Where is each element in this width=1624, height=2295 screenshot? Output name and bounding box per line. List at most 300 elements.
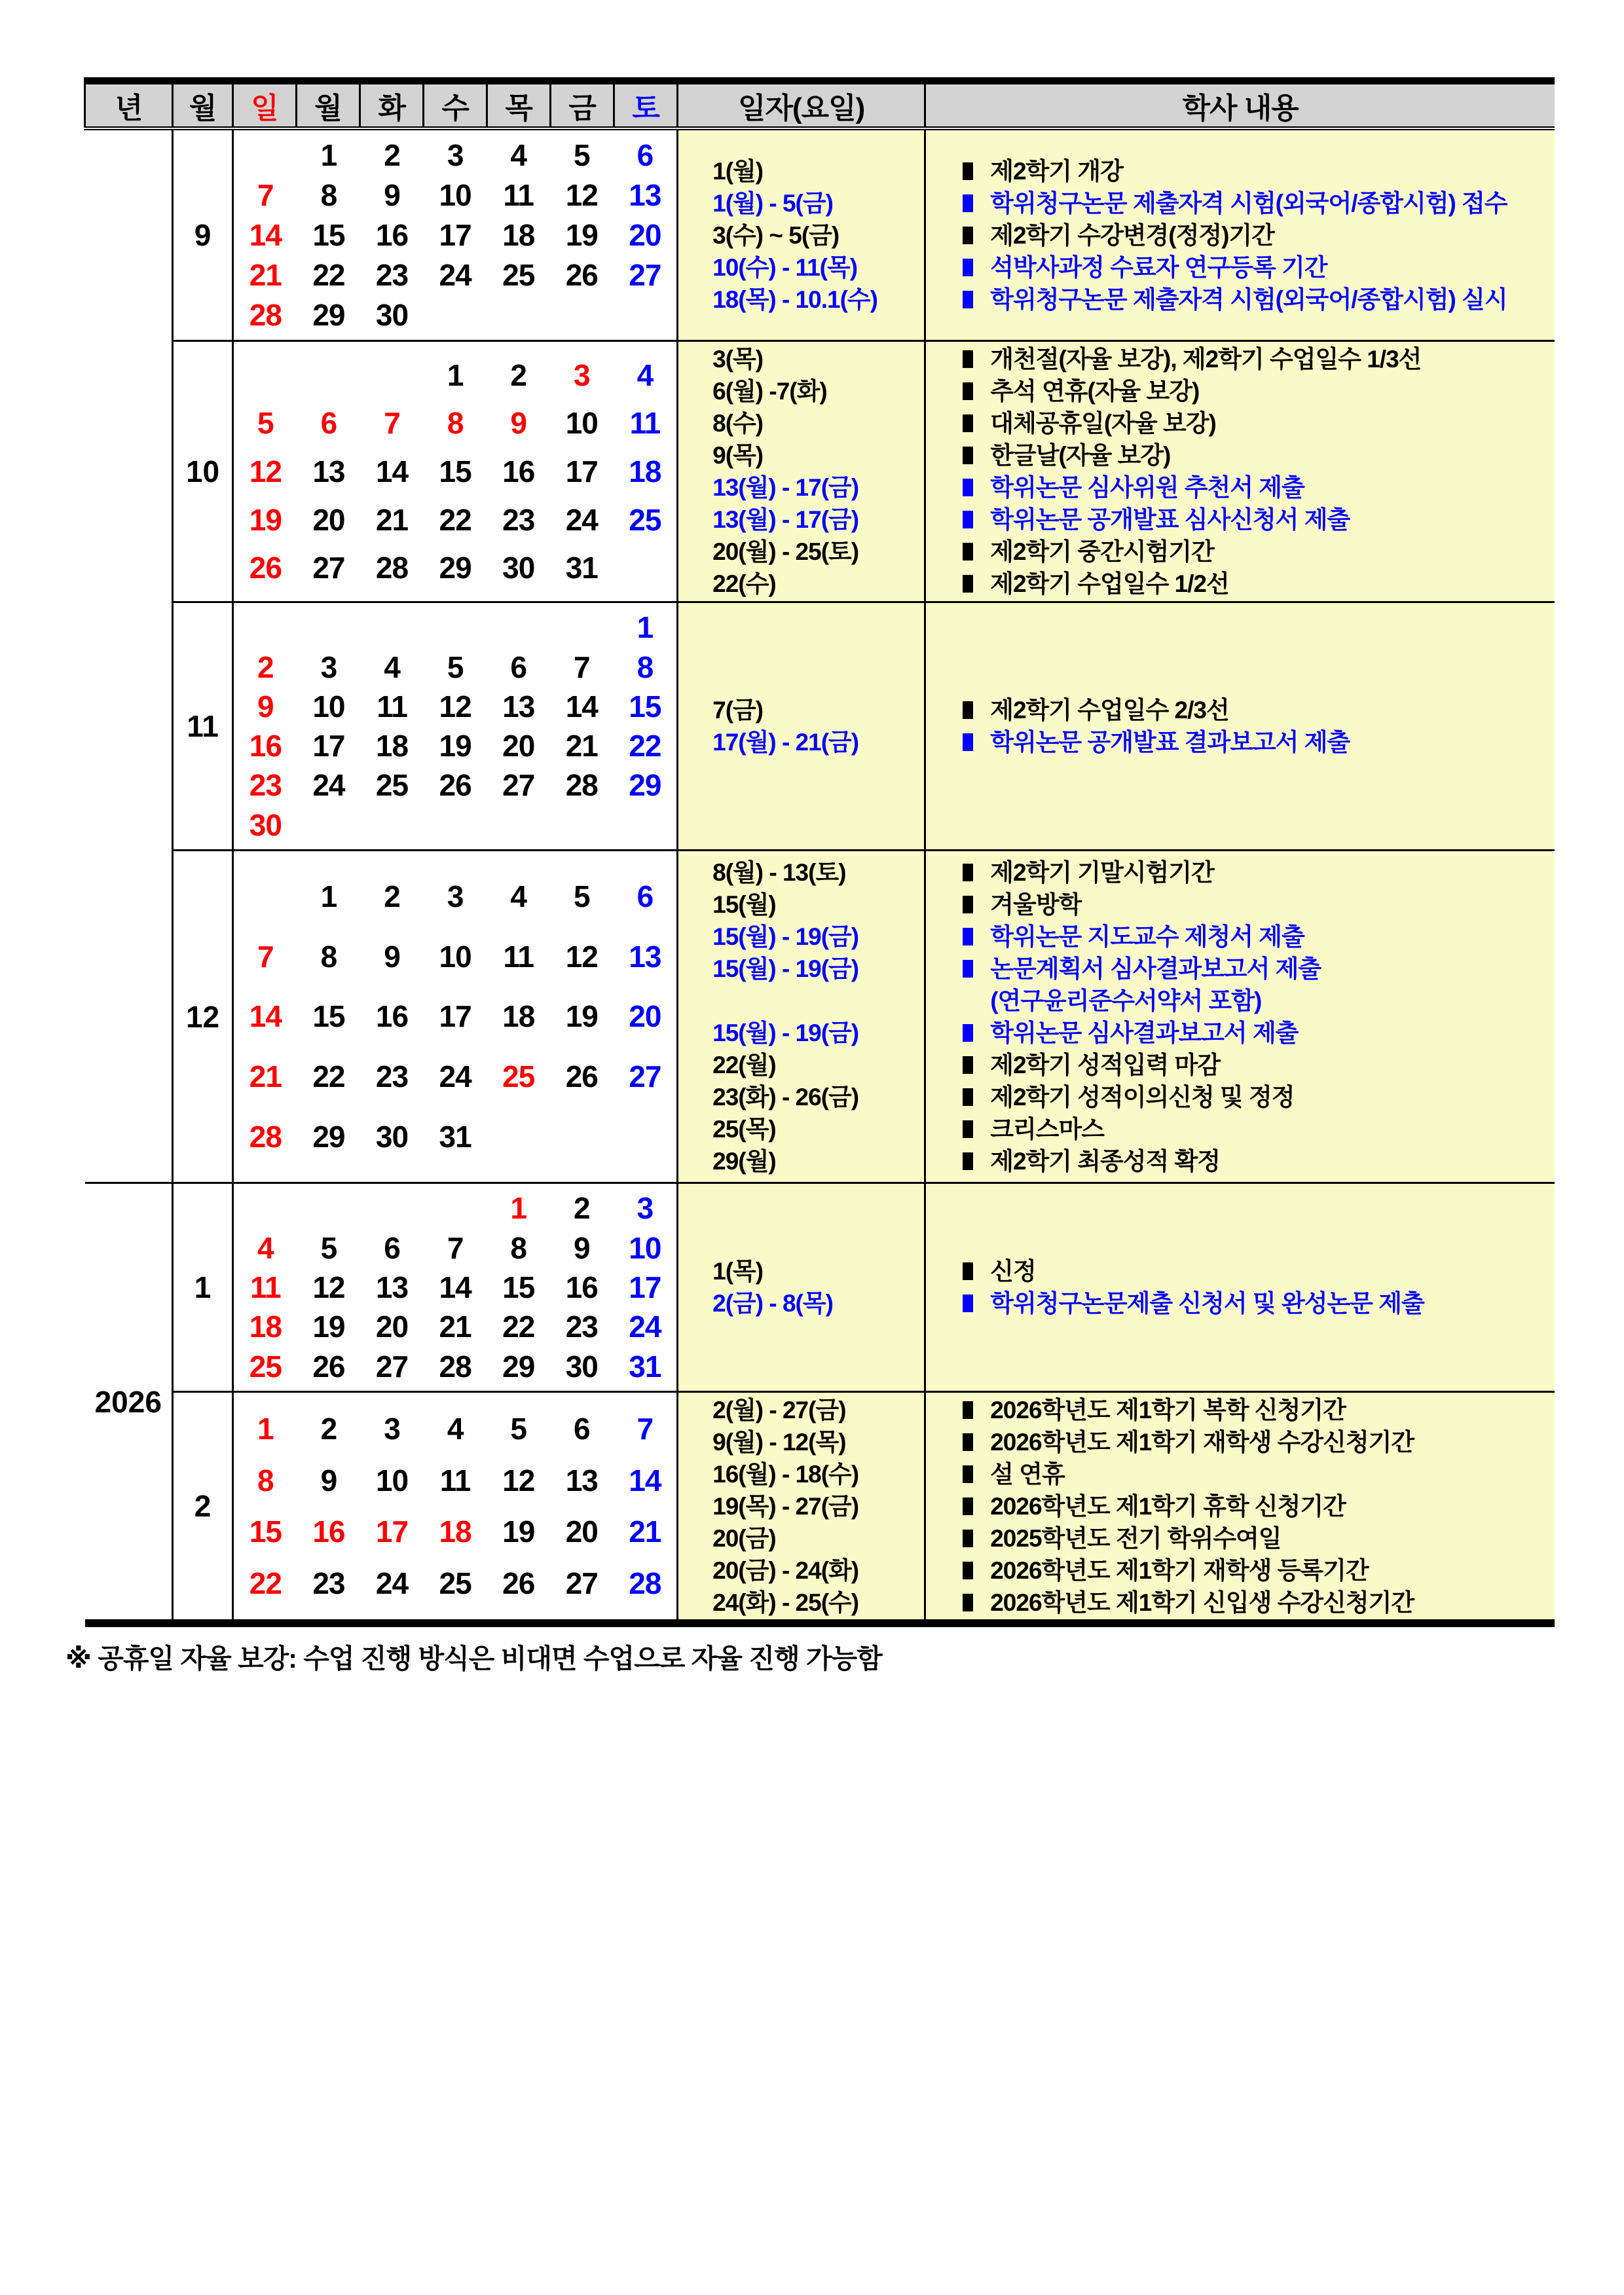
day-cell: 28 xyxy=(375,551,409,585)
bullet-icon xyxy=(963,259,973,276)
day-cell: 21 xyxy=(439,1310,471,1344)
bullet-icon xyxy=(963,1152,973,1170)
event-date: 1(월) xyxy=(712,157,764,185)
event-date: 1(목) xyxy=(712,1258,764,1285)
day-cell: 28 xyxy=(249,1120,282,1154)
day-cell: 22 xyxy=(629,729,661,763)
day-cell: 27 xyxy=(629,1059,661,1094)
calendar-week-row xyxy=(234,731,676,761)
day-cell-empty xyxy=(614,553,677,583)
day-cell: 6 xyxy=(574,1412,590,1446)
day-cell: 15 xyxy=(629,689,661,724)
day-cell: 22 xyxy=(249,1566,282,1600)
day-cell-empty xyxy=(360,810,424,840)
day-cell: 18 xyxy=(502,999,535,1034)
year-cell: 2026 xyxy=(85,1183,173,1624)
day-cell: 3 xyxy=(447,138,464,172)
month-row-10 xyxy=(85,341,1555,602)
header-day-wed: 수 xyxy=(424,81,487,129)
event-item xyxy=(926,251,1555,284)
day-cell: 6 xyxy=(637,879,654,913)
day-cell-empty xyxy=(487,810,550,840)
day-cell: 20 xyxy=(629,999,661,1034)
day-cell: 30 xyxy=(565,1349,598,1384)
date-lines xyxy=(678,1184,924,1391)
event-text: 제2학기 성적이의신청 및 정정 xyxy=(990,1083,1295,1111)
event-date: 15(월) - 19(금) xyxy=(712,923,859,950)
event-date: 13(월) - 17(금) xyxy=(712,506,859,533)
event-text: 제2학기 수업일수 1/2선 xyxy=(990,570,1229,597)
day-cell: 9 xyxy=(510,406,526,441)
event-text: 크리스마스 xyxy=(990,1115,1104,1143)
bullet-icon xyxy=(963,1056,973,1074)
event-text: 학위논문 지도교수 제청서 제출 xyxy=(990,923,1304,950)
header-day-sat: 토 xyxy=(614,81,678,129)
day-cell: 9 xyxy=(384,939,400,974)
header-day-tue: 화 xyxy=(360,81,424,129)
day-cell: 6 xyxy=(637,138,654,172)
day-cell: 29 xyxy=(312,1120,345,1154)
day-cell: 30 xyxy=(249,807,282,842)
calendar-weeks xyxy=(234,341,676,602)
day-cell: 18 xyxy=(439,1515,471,1549)
day-cell: 14 xyxy=(375,454,409,488)
date-column xyxy=(678,602,925,851)
event-text: 2026학년도 제1학기 신입생 수강신청기간 xyxy=(990,1588,1414,1616)
day-cell: 31 xyxy=(565,551,598,585)
day-cell: 24 xyxy=(629,1310,661,1344)
day-cell: 23 xyxy=(502,502,535,537)
bullet-icon xyxy=(963,1594,973,1611)
day-cell: 25 xyxy=(629,502,661,537)
header-day-fri: 금 xyxy=(551,81,614,129)
day-cell: 13 xyxy=(312,454,345,488)
day-cell: 14 xyxy=(249,218,282,252)
event-date: 23(화) - 26(금) xyxy=(712,1083,859,1111)
day-cell: 13 xyxy=(375,1270,409,1304)
day-cell: 10 xyxy=(312,689,345,724)
day-cell: 4 xyxy=(510,138,526,172)
day-cell: 30 xyxy=(375,298,409,332)
day-cell: 2 xyxy=(574,1191,590,1226)
event-text: 개천절(자율 보강), 제2학기 수업일수 1/3선 xyxy=(990,346,1422,373)
calendar-week-row xyxy=(234,939,676,974)
day-cell: 1 xyxy=(637,610,654,645)
day-cell: 10 xyxy=(439,178,471,212)
day-cell: 21 xyxy=(629,1515,661,1549)
day-cell: 15 xyxy=(312,999,345,1034)
day-cell-empty xyxy=(360,360,424,390)
calendar-week-row xyxy=(234,1272,676,1302)
calendar-week-row xyxy=(234,881,676,911)
day-cell: 3 xyxy=(574,358,590,392)
calendar-grid xyxy=(233,1392,678,1624)
day-cell: 24 xyxy=(312,768,345,803)
day-cell: 11 xyxy=(439,1463,471,1497)
day-cell: 20 xyxy=(502,729,535,763)
content-lines xyxy=(926,1393,1555,1619)
event-item xyxy=(926,1490,1555,1522)
day-cell: 17 xyxy=(629,1270,661,1304)
day-cell: 8 xyxy=(510,1230,526,1265)
month-number: 11 xyxy=(173,602,233,851)
calendar-weeks xyxy=(234,128,676,341)
event-text: 2026학년도 제1학기 복학 신청기간 xyxy=(990,1396,1346,1423)
day-cell: 14 xyxy=(565,689,598,724)
event-text: 학위논문 공개발표 결과보고서 제출 xyxy=(990,729,1350,756)
bullet-icon xyxy=(963,896,973,913)
day-cell-empty xyxy=(234,360,297,390)
content-column xyxy=(925,341,1555,602)
day-cell: 12 xyxy=(249,454,282,488)
day-cell-empty xyxy=(424,300,487,330)
calendar-week-row xyxy=(234,1351,676,1382)
header-day-mon: 월 xyxy=(297,81,360,129)
calendar-week-row xyxy=(234,652,676,682)
day-cell-empty xyxy=(297,1193,361,1223)
day-cell: 16 xyxy=(565,1270,598,1304)
day-cell: 7 xyxy=(574,650,590,684)
event-text: 2026학년도 제1학기 휴학 신청기간 xyxy=(990,1492,1346,1520)
day-cell: 18 xyxy=(629,454,661,488)
day-cell: 8 xyxy=(320,178,337,212)
event-item xyxy=(926,1587,1555,1619)
day-cell: 12 xyxy=(502,1463,535,1497)
event-date: 25(목) xyxy=(712,1115,776,1143)
calendar-week-row xyxy=(234,807,676,842)
day-cell: 8 xyxy=(637,650,654,684)
day-cell: 3 xyxy=(637,1191,654,1226)
bullet-icon xyxy=(963,227,973,244)
day-cell-empty xyxy=(550,612,614,642)
day-cell-empty xyxy=(297,810,361,840)
event-text: 제2학기 중간시험기간 xyxy=(990,538,1214,565)
event-date: 17(월) - 21(금) xyxy=(712,729,859,756)
day-cell: 17 xyxy=(312,729,345,763)
event-date: 24(화) - 25(수) xyxy=(712,1588,859,1616)
day-cell: 8 xyxy=(257,1463,274,1497)
day-cell: 10 xyxy=(439,939,471,974)
day-cell: 13 xyxy=(502,689,535,724)
day-cell: 16 xyxy=(375,999,409,1034)
event-item xyxy=(926,284,1555,316)
event-date: 6(월) -7(화) xyxy=(712,378,827,405)
day-cell-empty xyxy=(297,612,361,642)
event-text: 석박사과정 수료자 연구등록 기간 xyxy=(990,253,1327,281)
day-cell: 27 xyxy=(312,551,345,585)
day-cell: 29 xyxy=(439,551,471,585)
header-date-col-label: 일자(요일) xyxy=(678,81,925,129)
event-item xyxy=(926,921,1555,953)
content-lines xyxy=(926,342,1555,601)
content-column xyxy=(925,128,1555,341)
day-cell: 9 xyxy=(574,1230,590,1265)
header-year-label: 년 xyxy=(85,81,173,129)
day-cell: 4 xyxy=(384,650,400,684)
bullet-icon xyxy=(963,382,973,400)
day-cell: 26 xyxy=(439,768,471,803)
event-date: 8(수) xyxy=(712,410,764,437)
calendar-week-row xyxy=(234,180,676,210)
calendar-weeks xyxy=(234,851,676,1183)
month-row-11 xyxy=(85,602,1555,851)
bullet-icon xyxy=(963,575,973,593)
event-item xyxy=(926,471,1555,504)
day-cell: 12 xyxy=(565,939,598,974)
calendar-week-row xyxy=(234,1122,676,1152)
day-cell: 1 xyxy=(257,1412,274,1446)
event-text: 제2학기 수강변경(정정)기간 xyxy=(990,221,1274,249)
day-cell: 19 xyxy=(249,502,282,537)
day-cell: 12 xyxy=(565,178,598,212)
day-cell: 2 xyxy=(384,138,400,172)
day-cell-empty xyxy=(297,360,361,390)
day-cell: 5 xyxy=(320,1230,337,1265)
event-date: 3(수) ~ 5(금) xyxy=(712,221,840,249)
day-cell: 24 xyxy=(565,502,598,537)
day-cell-empty xyxy=(424,810,487,840)
day-cell-empty xyxy=(360,612,424,642)
day-cell-empty xyxy=(614,1122,677,1152)
event-text: 신정 xyxy=(990,1258,1036,1285)
day-cell: 3 xyxy=(384,1412,400,1446)
event-item xyxy=(926,694,1555,726)
content-column xyxy=(925,1392,1555,1624)
day-cell: 5 xyxy=(257,406,274,441)
day-cell-empty xyxy=(487,1122,550,1152)
day-cell: 1 xyxy=(447,358,464,392)
calendar-grid xyxy=(233,341,678,602)
bullet-icon xyxy=(963,1088,973,1106)
day-cell: 19 xyxy=(565,999,598,1034)
event-text: 겨울방학 xyxy=(990,890,1082,918)
day-cell: 5 xyxy=(574,138,590,172)
event-item xyxy=(926,1113,1555,1145)
calendar-week-row xyxy=(234,1568,676,1598)
event-date: 10(수) - 11(목) xyxy=(712,253,858,281)
event-date: 9(월) - 12(목) xyxy=(712,1428,846,1456)
event-item-sub xyxy=(926,985,1555,1017)
month-row-12 xyxy=(85,851,1555,1183)
event-date: 20(금) - 24(화) xyxy=(712,1556,859,1584)
day-cell: 19 xyxy=(502,1515,535,1549)
day-cell: 13 xyxy=(629,178,661,212)
event-date: 9(목) xyxy=(712,442,764,469)
day-cell: 11 xyxy=(629,406,661,441)
event-text: 학위논문 공개발표 심사신청서 제출 xyxy=(990,506,1350,533)
day-cell-empty xyxy=(234,1193,297,1223)
day-cell: 14 xyxy=(629,1463,661,1497)
day-cell: 4 xyxy=(447,1412,464,1446)
day-cell: 18 xyxy=(502,218,535,252)
day-cell: 27 xyxy=(565,1566,598,1600)
event-text: 한글날(자율 보강) xyxy=(990,442,1171,469)
date-column xyxy=(678,1392,925,1624)
date-column xyxy=(678,341,925,602)
day-cell: 5 xyxy=(447,650,464,684)
day-cell: 24 xyxy=(439,1059,471,1094)
calendar-week-row xyxy=(234,360,676,390)
day-cell: 6 xyxy=(510,650,526,684)
bullet-icon xyxy=(963,864,973,881)
day-cell: 3 xyxy=(447,879,464,913)
day-cell: 7 xyxy=(257,939,274,974)
day-cell: 21 xyxy=(375,502,409,537)
event-date-spacer xyxy=(678,985,924,1017)
day-cell: 31 xyxy=(439,1120,471,1154)
day-cell: 20 xyxy=(565,1515,598,1549)
event-date: 15(월) - 19(금) xyxy=(712,1019,859,1046)
day-cell: 21 xyxy=(249,1059,282,1094)
bullet-icon xyxy=(963,350,973,368)
day-cell: 27 xyxy=(502,768,535,803)
day-cell: 19 xyxy=(439,729,471,763)
bullet-icon xyxy=(963,1465,973,1483)
bullet-icon xyxy=(963,479,973,496)
day-cell: 17 xyxy=(439,218,471,252)
day-cell-empty xyxy=(424,1193,487,1223)
event-text: 학위청구논문 제출자격 시험(외국어/종합시험) 실시 xyxy=(990,285,1507,313)
content-column xyxy=(925,851,1555,1183)
day-cell: 26 xyxy=(565,258,598,292)
day-cell: 19 xyxy=(565,218,598,252)
bullet-icon xyxy=(963,1497,973,1515)
day-cell: 11 xyxy=(503,178,534,212)
day-cell: 9 xyxy=(320,1463,337,1497)
event-text: 제2학기 기말시험기간 xyxy=(990,858,1214,886)
event-date: 22(수) xyxy=(712,570,776,597)
bullet-icon xyxy=(963,543,973,560)
event-text: 논문계획서 심사결과보고서 제출 xyxy=(990,955,1321,982)
month-row-9 xyxy=(85,128,1555,341)
event-text: 설 연휴 xyxy=(990,1460,1065,1488)
day-cell-empty xyxy=(234,881,297,911)
day-cell-empty xyxy=(614,810,677,840)
day-cell: 14 xyxy=(249,999,282,1034)
calendar-week-row xyxy=(234,1516,676,1547)
day-cell: 29 xyxy=(312,298,345,332)
calendar-week-row xyxy=(234,260,676,290)
day-cell: 17 xyxy=(565,454,598,488)
event-date: 13(월) - 17(금) xyxy=(712,474,859,501)
bullet-icon xyxy=(963,291,973,308)
event-item xyxy=(926,407,1555,439)
bullet-icon xyxy=(963,1024,973,1042)
day-cell: 9 xyxy=(257,689,274,724)
event-item xyxy=(926,856,1555,889)
header-month-label: 월 xyxy=(173,81,233,129)
day-cell: 6 xyxy=(384,1230,400,1265)
calendar-week-row xyxy=(234,456,676,487)
event-text: 2026학년도 제1학기 재학생 수강신청기간 xyxy=(990,1428,1414,1456)
event-text: 대체공휴일(자율 보강) xyxy=(990,410,1216,437)
calendar-week-row xyxy=(234,1414,676,1444)
event-item xyxy=(926,155,1555,187)
calendar-week-row xyxy=(234,1465,676,1496)
calendar-weeks xyxy=(234,1183,676,1392)
day-cell: 5 xyxy=(574,879,590,913)
day-cell-empty xyxy=(487,300,550,330)
event-item xyxy=(926,219,1555,251)
bullet-icon xyxy=(963,733,973,751)
day-cell-empty xyxy=(550,300,614,330)
day-cell: 13 xyxy=(629,939,661,974)
calendar-week-row xyxy=(234,220,676,250)
event-text: 제2학기 최종성적 확정 xyxy=(990,1147,1221,1175)
day-cell-empty xyxy=(550,810,614,840)
day-cell: 17 xyxy=(439,999,471,1034)
day-cell: 22 xyxy=(439,502,471,537)
header-day-sun: 일 xyxy=(233,81,297,129)
day-cell: 16 xyxy=(375,218,409,252)
event-sub-text: (연구윤리준수서약서 포함) xyxy=(990,987,1262,1014)
event-item xyxy=(926,953,1555,985)
year-cell xyxy=(85,128,173,1183)
event-item xyxy=(926,1081,1555,1113)
day-cell: 8 xyxy=(447,406,464,441)
day-cell: 26 xyxy=(565,1059,598,1094)
event-item xyxy=(926,375,1555,407)
day-cell: 29 xyxy=(629,768,661,803)
calendar-week-row xyxy=(234,1061,676,1092)
day-cell: 23 xyxy=(312,1566,345,1600)
event-date: 20(금) xyxy=(712,1524,776,1552)
event-date: 2(월) - 27(금) xyxy=(712,1396,846,1423)
event-item xyxy=(926,1554,1555,1587)
header-row xyxy=(85,81,1555,129)
event-date: 18(목) - 10.1(수) xyxy=(712,285,877,313)
event-item xyxy=(926,343,1555,375)
day-cell: 28 xyxy=(439,1349,471,1384)
day-cell: 27 xyxy=(629,258,661,292)
day-cell: 21 xyxy=(565,729,598,763)
day-cell: 5 xyxy=(510,1412,526,1446)
event-text: 제2학기 수업일수 2/3선 xyxy=(990,697,1229,724)
event-date: 3(목) xyxy=(712,346,764,373)
date-lines xyxy=(678,851,924,1182)
day-cell: 27 xyxy=(375,1349,409,1384)
date-lines xyxy=(678,603,924,849)
event-text: 제2학기 개강 xyxy=(990,157,1123,185)
month-row-2 xyxy=(85,1392,1555,1624)
day-cell: 26 xyxy=(312,1349,345,1384)
day-cell: 1 xyxy=(320,879,337,913)
day-cell: 31 xyxy=(629,1349,661,1384)
day-cell: 25 xyxy=(249,1349,282,1384)
day-cell: 2 xyxy=(384,879,400,913)
event-text: 학위논문 심사결과보고서 제출 xyxy=(990,1019,1299,1046)
day-cell: 18 xyxy=(249,1310,282,1344)
bullet-icon xyxy=(963,960,973,978)
content-column xyxy=(925,1183,1555,1392)
event-text: 추석 연휴(자율 보강) xyxy=(990,378,1200,405)
event-item xyxy=(926,1522,1555,1554)
bullet-icon xyxy=(963,1562,973,1579)
day-cell: 25 xyxy=(502,1059,535,1094)
calendar-grid xyxy=(233,851,678,1183)
event-item xyxy=(926,1287,1555,1319)
day-cell: 23 xyxy=(565,1310,598,1344)
bullet-icon xyxy=(963,1530,973,1547)
day-cell: 2 xyxy=(257,650,274,684)
day-cell: 15 xyxy=(312,218,345,252)
day-cell: 15 xyxy=(502,1270,535,1304)
event-date: 22(월) xyxy=(712,1051,776,1078)
event-item xyxy=(926,1458,1555,1490)
event-date: 20(월) - 25(토) xyxy=(712,538,859,565)
event-item xyxy=(926,889,1555,921)
date-lines xyxy=(678,130,924,340)
